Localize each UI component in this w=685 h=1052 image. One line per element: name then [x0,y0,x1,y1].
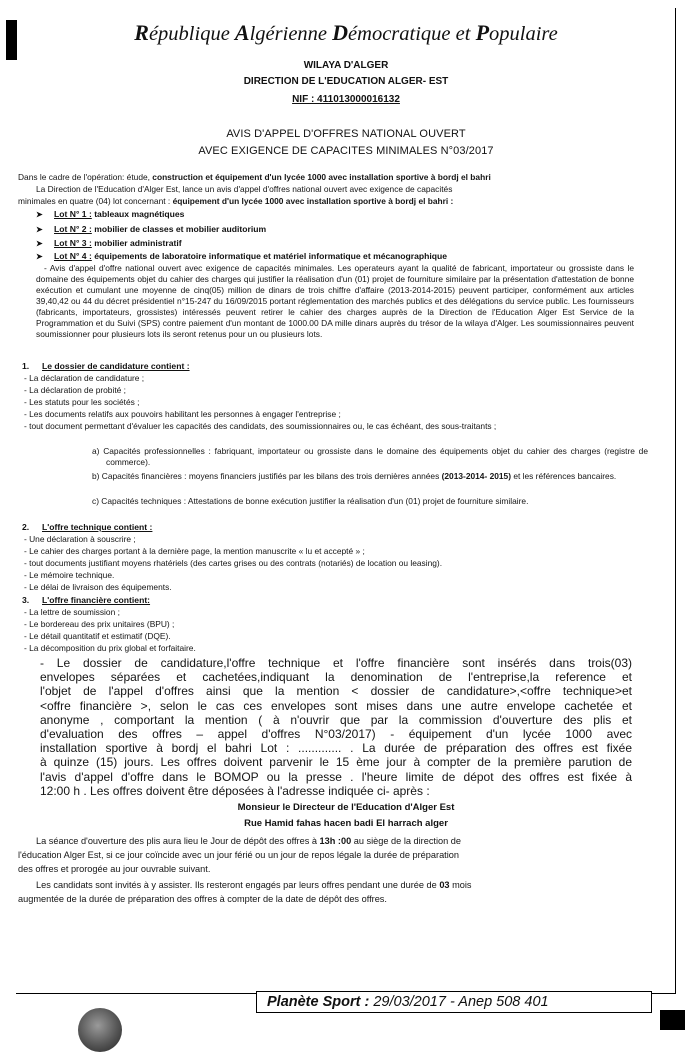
section1-item: - Les statuts pour les sociétés ; [24,397,140,407]
section1-item: - La déclaration de probité ; [24,385,126,395]
conditions-paragraph: - Avis d'appel d'offre national ouvert avec exigence de capacités minimales. Les operateurs ayant la qualité de fabricant, importateur ou grossiste dans le domaine des équipements objet du cahier des charges qui justifier la réalisation d'un (01) projet de fourniture similaire par la présentation d'attestation de bonne exécution et cumulant une moyenne de cinq(05) million de dinars de trois chiffre d'affaire (2013-2014-2015) peuvent participer, conformément aux articles 39,40,42 ou 44 du décret présidentiel n°15-247 du 16/09/2015 portant réglementation des marchés publics et des délégations du service public. Les fournisseurs (fabricants, importateurs, grossistes) intéressés peuvent retirer le cahier des charges auprès de la Direction de l'Education Alger Est Service de la Programmation et du Suivi (SPS) contre paiement d'un montant de 1000.00 DA mille dinars auprès du trésor de la wilaya d'Alger. Les soumissionnaires peuvent soumissionner pour plusieurs lots ils seront retenus pour un ou plusieurs lots. [36,263,634,339]
lot-item-4: ➤ Lot N° 4 : équipements de laboratoire informatique et matériel informatique et mécanographique [36,251,448,261]
section2-item: - Le délai de livraison des équipements. [24,582,172,592]
section3-item: - Le bordereau des prix unitaires (BPU) ; [24,619,175,629]
section2-item: - Une déclaration à souscrire ; [24,534,136,544]
capacity-item-b: b) Capacités financières : moyens financiers justifiés par les bilans des trois dernières années (2013-2014- 2015) et les références bancaires. [92,471,617,481]
submission-line: installation sportive à bordj el bahri Lot : ............. . La durée de préparation des offres est fixée [40,741,632,756]
submission-line: l'objet de l'appel d'offres ainsi que la mention < dossier de candidature>,<offre technique>et [40,684,632,699]
section3-heading: 3. L'offre financière contient: [22,595,151,605]
lot-item-2: ➤ Lot N° 2 : mobilier de classes et mobilier auditorium [36,224,267,234]
closing-line4: Les candidats sont invités à y assister. Ils resteront engagés par leurs offres pendant une durée de 03 mois [36,880,472,890]
closing-line1: La séance d'ouverture des plis aura lieu le Jour de dépôt des offres à 13h :00 au siège de la direction de [36,836,462,846]
publication-footer: Planète Sport : 29/03/2017 - Anep 508 401 [256,991,652,1013]
intro-line3: minimales en quatre (04) lot concernant : équipement d'un lycée 1000 avec installation sportive à bordj el bahri : [18,196,454,206]
capacity-item-a: a) Capacités professionnelles : fabriquant, importateur ou grossiste dans le domaine des équipements objet du cahier des charges (registre de commerce). [92,446,648,467]
anep-logo [78,1008,122,1052]
section2-item: - Le mémoire technique. [24,570,115,580]
submission-line: anonyme , comportant la mention ( à n'ouvrir que par la commission d'ouverture des plis et [40,712,632,727]
lot-item-1: ➤ Lot N° 1 : tableaux magnétiques [36,209,185,219]
submission-line: envelopes séparées et cachetées,indiquant la denomination de l'entreprise,la reference et [40,670,632,685]
section3-item: - La lettre de soumission ; [24,607,120,617]
address-street: Rue Hamid fahas hacen badi El harrach alger [244,818,448,829]
closing-line2: l'éducation Alger Est, si ce jour coïncide avec un jour férié ou un jour de repos légale la durée de préparation [18,850,459,860]
submission-paragraph [40,656,632,798]
submission-line: à quinze (15) jours. Les offres doivent parvenir le 15 ème jour à compter de la première parution de [40,755,632,770]
section1-item: - tout document permettant d'évaluer les capacités des candidats, des soumissionnaires ou, le cas échéant, des sous-traitants ; [24,421,497,431]
section1-heading: 1. Le dossier de candidature contient : [22,361,190,371]
notice-title-line1: AVIS D'APPEL D'OFFRES NATIONAL OUVERT [226,128,466,140]
section3-item: - Le détail quantitatif et estimatif (DQE). [24,631,171,641]
submission-line: l'avis d'appel d'offre dans le BOMOP ou la presse . l'heure limite de dépot des offres est fixée à [40,769,632,784]
section2-item: - Le cahier des charges portant à la dernière page, la mention manuscrite « lu et accepté » ; [24,546,365,556]
capacity-item-c: c) Capacités techniques : Attestations de bonne exécution justifier la réalisation d'un (01) projet de fourniture similaire. [92,496,529,506]
submission-line: 12:00 h . Les offres doivent être déposées à l'adresse indiquée ci- après : [40,783,430,798]
republic-heading: République Algérienne Démocratique et Populaire [134,20,558,45]
section3-item: - La décomposition du prix global et forfaitaire. [24,643,196,653]
section1-item: - Les documents relatifs aux pouvoirs habilitant les personnes à engager l'entreprise ; [24,409,341,419]
section1-item: - La déclaration de candidature ; [24,373,145,383]
section2-item: - tout documents justifiant moyens rhatériels (des cartes grises ou des contrats (notariés) de location ou leasing). [24,558,443,568]
corner-mark [660,1010,685,1030]
address-recipient: Monsieur le Directeur de l'Education d'Alger Est [237,802,455,813]
closing-line3: des offres et prorogée au jour ouvrable suivant. [18,864,211,874]
submission-line: - Le dossier de candidature,l'offre technique et l'offre financière sont insérés dans trois(03) [40,656,632,670]
nif-label: NIF : 411013000016132 [292,94,400,105]
direction-label: DIRECTION DE L'EDUCATION ALGER- EST [243,76,449,87]
closing-line5: augmentée de la durée de préparation des offres à compter de la date de dépôt des offres. [18,894,387,904]
intro-line2: La Direction de l'Education d'Alger Est, lance un avis d'appel d'offres national ouvert avec exigence de capacités [36,184,453,194]
wilaya-label: WILAYA D'ALGER [303,60,389,71]
submission-line: d'evaluation des offres – appel d'offres N°03/2017) - équipement d'un lycée 1000 avec [40,726,632,741]
submission-line: <offre financière >, selon le cas ces envelopes sont mises dans une autre envelope cachetée et [40,698,632,713]
intro-line1: Dans le cadre de l'opération: étude, construction et équipement d'un lycée 1000 avec installation sportive à bordj el bahri [18,172,491,182]
lot-item-3: ➤ Lot N° 3 : mobilier administratif [36,238,182,248]
section2-heading: 2. L'offre technique contient : [22,522,153,532]
notice-title-line2: AVEC EXIGENCE DE CAPACITES MINIMALES N°03/2017 [198,145,494,157]
